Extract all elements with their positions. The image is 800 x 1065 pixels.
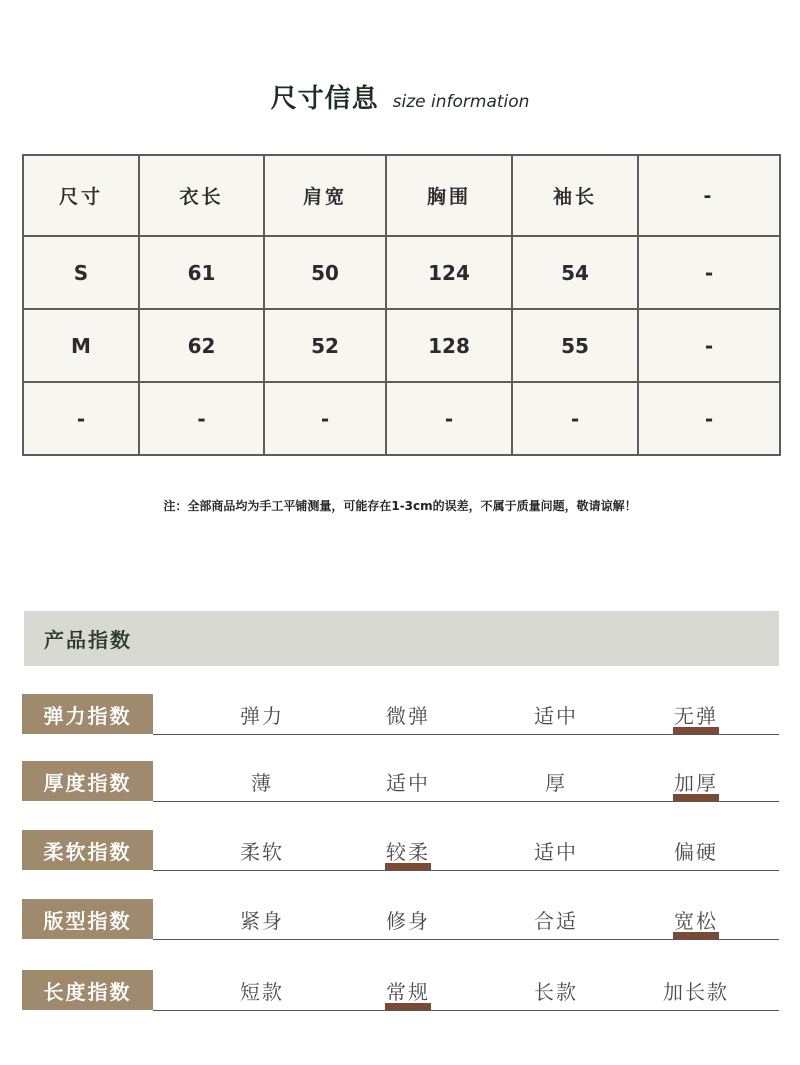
index-divider [153,870,779,871]
index-label-fit: 版型指数 [22,899,153,939]
table-cell: - [386,382,512,455]
measurement-note: 注：全部商品均为手工平铺测量，可能存在1-3cm的误差，不属于质量问题，敬请谅解！ [163,499,637,513]
index-option [353,694,463,734]
table-row [23,309,780,382]
index-row-thickness [22,761,779,803]
index-label-thickness: 厚度指数 [22,761,153,801]
index-option-label: 加长款 [663,979,729,1004]
table-cell: - [638,382,780,455]
index-option [501,970,611,1010]
table-cell: 50 [264,236,386,309]
index-option-label: 适中 [534,703,578,728]
product-index-title: 产品指数 [44,628,132,652]
table-row [23,382,780,455]
index-divider [153,801,779,802]
table-cell: - [638,309,780,382]
table-cell: - [264,382,386,455]
index-option-label: 偏硬 [674,839,718,864]
table-cell: - [139,382,264,455]
table-cell: 55 [512,309,638,382]
index-option [207,830,317,870]
table-cell: S [23,236,139,309]
table-cell: 54 [512,236,638,309]
size-info-title [0,78,800,115]
index-option-label: 较柔 [386,839,430,864]
index-option [353,970,463,1010]
index-option-label: 加厚 [674,770,718,795]
index-option [641,830,751,870]
table-cell: 124 [386,236,512,309]
index-row-elasticity [22,694,779,736]
index-option [641,970,751,1010]
index-option-label: 短款 [240,979,284,1004]
selected-marker [673,932,719,939]
header-cell-length: 衣长 [139,155,264,236]
table-cell: 128 [386,309,512,382]
header-cell-shoulder: 肩宽 [264,155,386,236]
table-cell: M [23,309,139,382]
index-option-label: 适中 [386,770,430,795]
index-option [353,899,463,939]
index-label-elasticity: 弹力指数 [22,694,153,734]
index-row-softness [22,830,779,872]
table-cell: 61 [139,236,264,309]
index-option [353,830,463,870]
table-row [23,236,780,309]
index-row-length [22,970,779,1012]
index-option-label: 无弹 [674,703,718,728]
index-option-label: 柔软 [240,839,284,864]
selected-marker [673,794,719,801]
table-cell: - [23,382,139,455]
index-option [641,694,751,734]
index-option-label: 修身 [386,908,430,933]
index-option-label: 微弹 [386,703,430,728]
index-option-label: 宽松 [674,908,718,933]
index-option-label: 薄 [251,770,273,795]
size-info-title-cn: 尺寸信息 [270,84,379,114]
index-divider [153,734,779,735]
selected-marker [385,1003,431,1010]
index-option-label: 常规 [386,979,430,1004]
size-table [22,154,781,456]
table-cell: 52 [264,309,386,382]
index-label-softness: 柔软指数 [22,830,153,870]
index-option [501,899,611,939]
index-option-label: 合适 [534,908,578,933]
header-cell-chest: 胸围 [386,155,512,236]
index-row-fit [22,899,779,941]
index-option-label: 适中 [534,839,578,864]
index-option [641,761,751,801]
index-option-label: 弹力 [240,703,284,728]
size-table-header-row [23,155,780,236]
index-option [641,899,751,939]
size-info-title-en: size information [392,92,530,112]
selected-marker [673,727,719,734]
index-option [207,761,317,801]
table-cell: 62 [139,309,264,382]
product-index-header [24,611,779,666]
selected-marker [385,863,431,870]
index-option [353,761,463,801]
index-option-label: 厚 [545,770,567,795]
index-option [207,694,317,734]
index-option [501,761,611,801]
index-divider [153,1010,779,1011]
table-cell: - [512,382,638,455]
index-option [207,970,317,1010]
header-cell-extra: - [638,155,780,236]
table-cell: - [638,236,780,309]
index-divider [153,939,779,940]
index-option-label: 紧身 [240,908,284,933]
index-option [501,830,611,870]
index-label-length: 长度指数 [22,970,153,1010]
index-option-label: 长款 [534,979,578,1004]
header-cell-sleeve: 袖长 [512,155,638,236]
header-cell-size: 尺寸 [23,155,139,236]
index-option [501,694,611,734]
index-option [207,899,317,939]
